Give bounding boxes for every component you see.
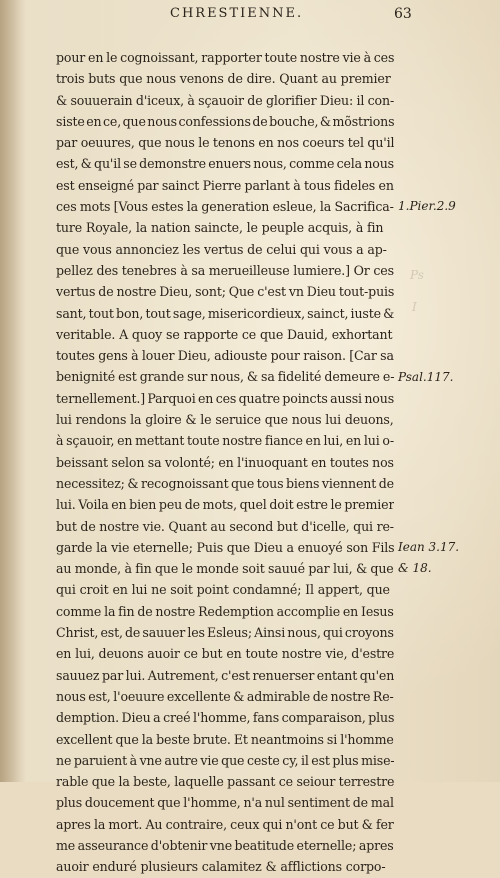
text-line: ternellement.] Parquoi en ces quatre poincts aussi nous — [56, 390, 394, 406]
text-line: auoir enduré plusieurs calamitez & afflictions corpo- — [56, 859, 386, 875]
text-line: sant, tout bon, tout sage, misericordieux, sainct, iuste & — [56, 305, 394, 321]
bleed-through-mark: I — [412, 300, 417, 314]
text-line: me asseurance d'obtenir vne beatitude eternelle; apres — [56, 837, 394, 853]
text-line: ne paruient à vne autre vie que ceste cy, il est plus mise- — [56, 752, 394, 768]
text-line: apres la mort. Au contraire, ceux qui n'ont ce but & fer — [56, 816, 394, 832]
text-line: est enseigné par sainct Pierre parlant à tous fideles en — [56, 177, 394, 193]
text-line: but de nostre vie. Quant au second but d'icelle, qui re- — [56, 518, 394, 534]
margin-note: Psal.117. — [398, 369, 454, 384]
text-line: pour en le cognoissant, rapporter toute nostre vie à ces — [56, 50, 394, 65]
text-line: veritable. A quoy se rapporte ce que Dauid, exhortant — [56, 326, 393, 342]
margin-note: & 18. — [398, 561, 432, 576]
text-line: sauuez par lui. Autrement, c'est renuerser entant qu'en — [56, 667, 394, 683]
margin-note: 1.Pier.2.9 — [398, 199, 456, 214]
page-number: 63 — [394, 6, 412, 22]
text-line: lui. Voila en bien peu de mots, quel doit estre le premier — [56, 497, 394, 513]
text-line: ture Royale, la nation saincte, le peuple acquis, à fin — [56, 220, 384, 236]
body-text — [56, 47, 394, 878]
text-line: excellent que la beste brute. Et neantmoins si l'homme — [56, 731, 394, 747]
text-line: rable que la beste, laquelle passant ce seiour terrestre — [56, 774, 394, 790]
text-line: Christ, est, de sauuer les Esleus; Ainsi nous, qui croyons — [56, 625, 394, 641]
text-line: ces mots [Vous estes la generation esleue, la Sacrifica- — [56, 199, 394, 215]
page-header — [170, 6, 420, 26]
text-line: qui croit en lui ne soit point condamné; Il appert, que — [56, 582, 390, 598]
gutter-shadow — [0, 0, 26, 782]
margin-note: Iean 3.17. — [398, 539, 460, 554]
text-line: trois buts que nous venons de dire. Quant au premier — [56, 71, 391, 87]
text-line: lui rendons la gloire & le seruice que nous lui deuons, — [56, 412, 394, 428]
text-line: necessitez; & recognoissant que tous biens viennent de — [56, 475, 394, 491]
text-line: comme la fin de nostre Redemption accomplie en Iesus — [56, 603, 394, 619]
text-line: que vous annonciez les vertus de celui qui vous a ap- — [56, 241, 387, 257]
text-line: à sçauoir, en mettant toute nostre fiance en lui, en lui o- — [56, 433, 394, 449]
text-line: par oeuures, que nous le tenons en nos coeurs tel qu'il — [56, 135, 394, 151]
text-line: toutes gens à louer Dieu, adiouste pour raison. [Car sa — [56, 348, 394, 364]
text-line: benignité est grande sur nous, & sa fidelité demeure e- — [56, 369, 394, 385]
text-line: & souuerain d'iceux, à sçauoir de glorifier Dieu: il con- — [56, 92, 394, 108]
text-line: vertus de nostre Dieu, sont; Que c'est vn Dieu tout-puis — [56, 284, 394, 300]
text-line: beissant selon sa volonté; en l'inuoquant en toutes nos — [56, 454, 394, 470]
text-line: est, & qu'il se demonstre enuers nous, comme cela nous — [56, 156, 394, 172]
text-line: au monde, à fin que le monde soit sauué par lui, & que — [56, 561, 394, 577]
text-line: en lui, deuons auoir ce but en toute nostre vie, d'estre — [56, 646, 394, 662]
text-line: siste en ce, que nous confessions de bouche, & mõstrions — [56, 113, 394, 129]
running-head: CHRESTIENNE. — [170, 6, 304, 21]
text-line: garde la vie eternelle; Puis que Dieu a enuoyé son Fils — [56, 539, 394, 555]
text-line: plus doucement que l'homme, n'a nul sentiment de mal — [56, 795, 394, 811]
margin-notes — [398, 0, 498, 782]
text-line: demption. Dieu a creé l'homme, fans comparaison, plus — [56, 710, 394, 726]
text-line: nous est, l'oeuure excellente & admirable de nostre Re- — [56, 688, 394, 704]
text-line: pellez des tenebres à sa merueilleuse lumiere.] Or ces — [56, 262, 394, 278]
bleed-through-mark: Ps — [410, 268, 424, 282]
